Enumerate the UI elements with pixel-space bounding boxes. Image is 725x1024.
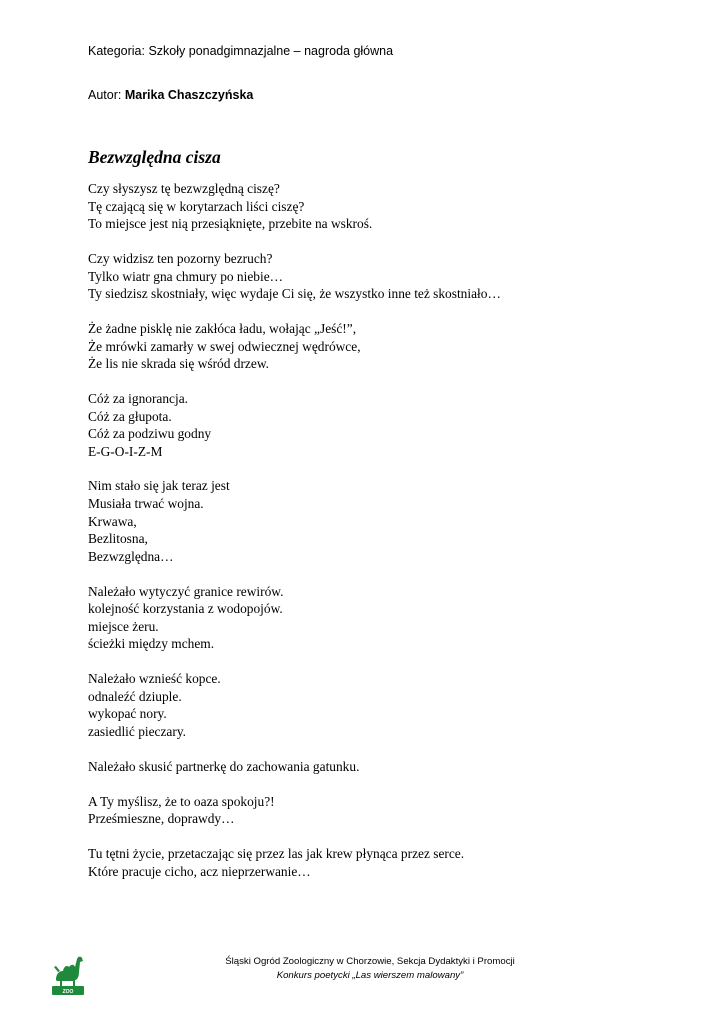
poem-verse: Bezlitosna,	[88, 531, 148, 547]
footer-contest: Konkurs poetycki „Las wierszem malowany”	[276, 970, 464, 981]
category-line: Kategoria: Szkoły ponadgimnazjalne – nagroda główna	[88, 44, 394, 58]
poem-verse: Tu tętni życie, przetaczając się przez las jak krew płynąca przez serce.	[88, 845, 465, 861]
poem-verse: Czy słyszysz tę bezwzględną ciszę?	[88, 181, 280, 196]
poem-verse: ścieżki między mchem.	[88, 636, 215, 652]
poem-verse: miejsce żeru.	[88, 618, 159, 634]
poem-verse: Cóż za ignorancja.	[88, 390, 189, 406]
poem-stanza	[88, 670, 688, 740]
poem-verse: Że mrówki zamarły w swej odwiecznej wędrówce,	[88, 338, 361, 354]
poem-stanza	[88, 180, 688, 233]
poem-verse: Że żadne pisklę nie zakłóca ładu, wołając „Jeść!”,	[88, 320, 357, 336]
poem-title: Bezwzględna cisza	[88, 147, 221, 167]
poem-stanza	[88, 845, 688, 880]
poem-verse: Które pracuje cicho, acz nieprzerwanie…	[88, 863, 311, 879]
poem-verse: odnaleźć dziuple.	[88, 688, 182, 704]
poem-verse: To miejsce jest nią przesiąknięte, przebite na wskroś.	[88, 216, 373, 232]
poem-verse: Należało wznieść kopce.	[88, 671, 221, 687]
poem-verse: Tę czającą się w korytarzach liści ciszę?	[88, 198, 305, 214]
poem-verse: Należało skusić partnerkę do zachowania gatunku.	[88, 758, 360, 774]
poem-stanza	[88, 477, 688, 565]
poem-verse: Cóż za podziwu godny	[88, 426, 212, 442]
poem-verse: Ty siedzisz skostniały, więc wydaje Ci się, że wszystko inne też skostniało…	[88, 286, 501, 302]
poem-verse: Bezwzględna…	[88, 548, 174, 564]
poem-verse: Należało wytyczyć granice rewirów.	[88, 583, 284, 599]
poem-stanza	[88, 320, 688, 373]
poem-verse: Nim stało się jak teraz jest	[88, 478, 230, 494]
svg-text:ZOO: ZOO	[62, 989, 74, 995]
poem-verse: kolejność korzystania z wodopojów.	[88, 601, 283, 617]
zoo-camel-logo-icon	[50, 953, 86, 995]
poem-verse: Cóż za głupota.	[88, 408, 172, 424]
poem-body	[88, 180, 688, 897]
author-name: Marika Chaszczyńska	[124, 88, 254, 102]
poem-verse: Że lis nie skrada się wśród drzew.	[88, 356, 269, 372]
poem-stanza	[88, 250, 688, 303]
author-label: Autor:	[88, 88, 125, 102]
poem-verse: A Ty myślisz, że to oaza spokoju?!	[88, 793, 275, 809]
poem-verse: wykopać nory.	[88, 706, 167, 722]
poem-stanza	[88, 758, 688, 776]
page-footer	[0, 953, 725, 1003]
poem-verse: Krwawa,	[88, 513, 137, 529]
poem-verse: E-G-O-I-Z-M	[88, 443, 163, 459]
poem-stanza	[88, 793, 688, 828]
poem-verse: zasiedlić pieczary.	[88, 723, 187, 739]
poem-verse: Czy widzisz ten pozorny bezruch?	[88, 250, 273, 266]
poem-verse: Musiała trwać wojna.	[88, 496, 204, 512]
poem-stanza	[88, 583, 688, 653]
author-line	[88, 87, 253, 103]
footer-organization: Śląski Ogród Zoologiczny w Chorzowie, Sekcja Dydaktyki i Promocji	[225, 956, 515, 967]
poem-verse: Prześmieszne, doprawdy…	[88, 811, 235, 827]
poem-verse: Tylko wiatr gna chmury po niebie…	[88, 268, 284, 284]
poem-stanza	[88, 390, 688, 460]
